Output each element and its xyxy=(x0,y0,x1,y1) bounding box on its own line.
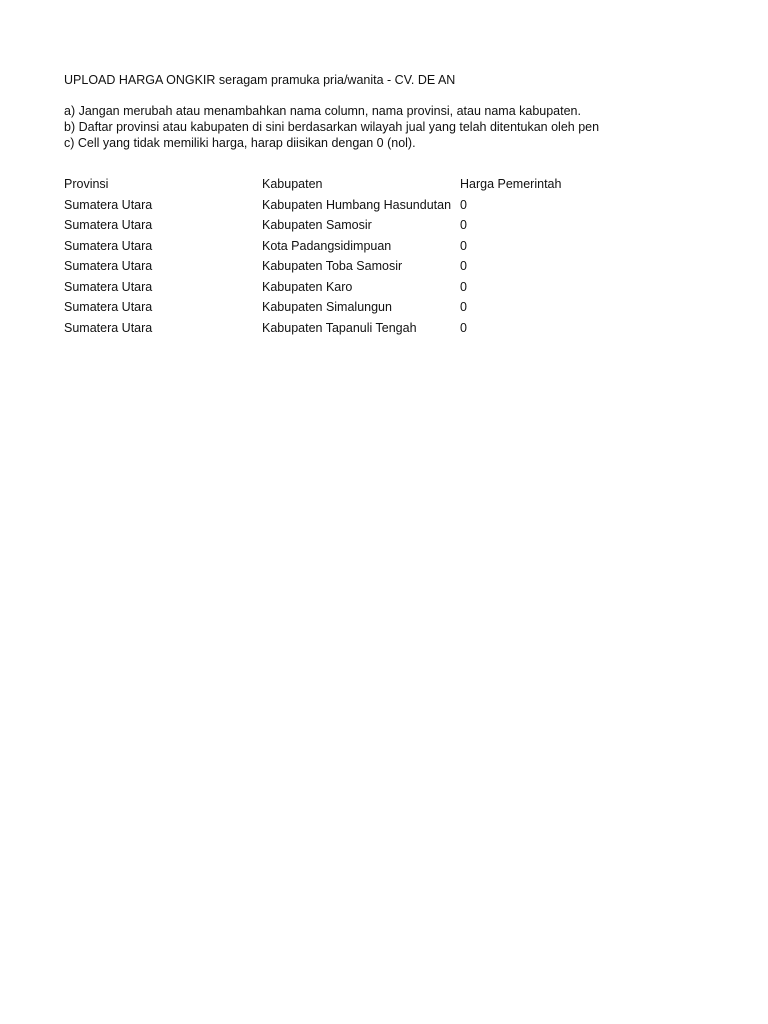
cell-kabupaten[interactable]: Kabupaten Simalungun xyxy=(262,300,392,314)
cell-harga[interactable]: 0 xyxy=(460,218,467,232)
cell-harga[interactable]: 0 xyxy=(460,279,467,294)
cell-harga[interactable]: 0 xyxy=(460,320,467,335)
cell-provinsi[interactable]: Sumatera Utara xyxy=(64,320,153,335)
cell-kabupaten[interactable]: Kabupaten Toba Samosir xyxy=(262,259,403,273)
cell-provinsi[interactable]: Sumatera Utara xyxy=(64,218,153,232)
cell-harga[interactable]: 0 xyxy=(460,300,467,314)
cell-kabupaten[interactable]: Kabupaten Samosir xyxy=(262,218,372,232)
table-row xyxy=(64,277,724,298)
table-row xyxy=(64,236,724,257)
cell-provinsi[interactable]: Sumatera Utara xyxy=(64,300,153,314)
note-b: b) Daftar provinsi atau kabupaten di sini berdasarkan wilayah jual yang telah ditentukan oleh pen xyxy=(64,120,600,134)
note-a: a) Jangan merubah atau menambahkan nama column, nama provinsi, atau nama kabupaten. xyxy=(64,104,581,118)
sheet-title: UPLOAD HARGA ONGKIR seragam pramuka pria/wanita - CV. DE AN xyxy=(64,73,456,87)
header-kabupaten: Kabupaten xyxy=(262,177,323,191)
note-c: c) Cell yang tidak memiliki harga, harap diisikan dengan 0 (nol). xyxy=(64,136,416,150)
table-row xyxy=(64,318,724,339)
header-provinsi: Provinsi xyxy=(64,177,109,191)
header-harga-pemerintah: Harga Pemerintah xyxy=(460,177,562,191)
table-row xyxy=(64,215,724,236)
cell-kabupaten[interactable]: Kabupaten Tapanuli Tengah xyxy=(262,320,417,335)
table-header-row xyxy=(64,174,724,195)
cell-harga[interactable]: 0 xyxy=(460,259,467,273)
instruction-notes xyxy=(64,103,724,151)
cell-provinsi[interactable]: Sumatera Utara xyxy=(64,259,153,273)
price-table xyxy=(64,174,724,338)
cell-provinsi[interactable]: Sumatera Utara xyxy=(64,197,153,212)
spreadsheet-page xyxy=(64,72,724,338)
cell-provinsi[interactable]: Sumatera Utara xyxy=(64,279,153,294)
table-row xyxy=(64,297,724,318)
table-row xyxy=(64,195,724,216)
table-row xyxy=(64,256,724,277)
cell-kabupaten[interactable]: Kota Padangsidimpuan xyxy=(262,238,392,253)
cell-kabupaten[interactable]: Kabupaten Karo xyxy=(262,279,353,294)
cell-harga[interactable]: 0 xyxy=(460,238,467,253)
cell-harga[interactable]: 0 xyxy=(460,197,467,212)
cell-provinsi[interactable]: Sumatera Utara xyxy=(64,238,153,253)
cell-kabupaten[interactable]: Kabupaten Humbang Hasundutan xyxy=(262,197,452,212)
